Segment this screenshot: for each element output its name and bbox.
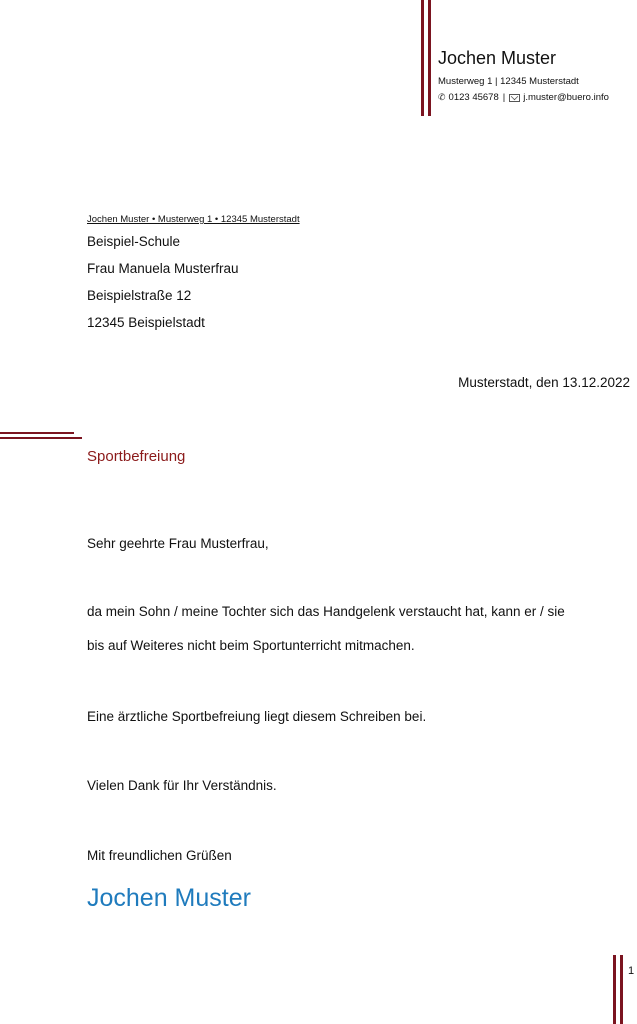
header-separator: |	[502, 92, 506, 103]
closing: Mit freundlichen Grüßen	[87, 848, 232, 863]
phone-icon: ✆	[438, 92, 446, 102]
header-rule-right	[428, 0, 431, 116]
salutation: Sehr geehrte Frau Musterfrau,	[87, 536, 269, 551]
body-paragraph-2: Eine ärztliche Sportbefreiung liegt diesem Schreiben bei.	[87, 709, 427, 724]
body-paragraph-1-line-2: bis auf Weiteres nicht beim Sportunterricht mitmachen.	[87, 638, 415, 653]
footer-rule-left	[613, 955, 616, 1024]
recipient-line-1: Beispiel-Schule	[87, 234, 181, 249]
body-paragraph-3: Vielen Dank für Ihr Verständnis.	[87, 778, 277, 793]
signature: Jochen Muster	[87, 884, 251, 912]
header-email: j.muster@buero.info	[523, 92, 609, 103]
body-paragraph-1-line-1: da mein Sohn / meine Tochter sich das Handgelenk verstaucht hat, kann er / sie	[87, 604, 565, 619]
letter-subject: Sportbefreiung	[87, 448, 186, 465]
recipient-line-2: Frau Manuela Musterfrau	[87, 261, 239, 276]
header-name: Jochen Muster	[438, 48, 557, 68]
recipient-line-4: 12345 Beispielstadt	[87, 315, 205, 330]
header-address: Musterweg 1 | 12345 Musterstadt	[438, 76, 579, 87]
letter-date: Musterstadt, den 13.12.2022	[458, 375, 630, 390]
header-rule-left	[421, 0, 424, 116]
header-contact	[438, 92, 609, 103]
header-phone: 0123 45678	[448, 92, 499, 103]
footer-rule-right	[620, 955, 623, 1024]
fold-mark-lower	[0, 437, 82, 439]
sender-return-line: Jochen Muster • Musterweg 1 • 12345 Musterstadt	[87, 214, 300, 225]
mail-icon	[509, 94, 520, 102]
recipient-line-3: Beispielstraße 12	[87, 288, 192, 303]
page-number: 1	[628, 965, 635, 977]
fold-mark-upper	[0, 432, 74, 434]
